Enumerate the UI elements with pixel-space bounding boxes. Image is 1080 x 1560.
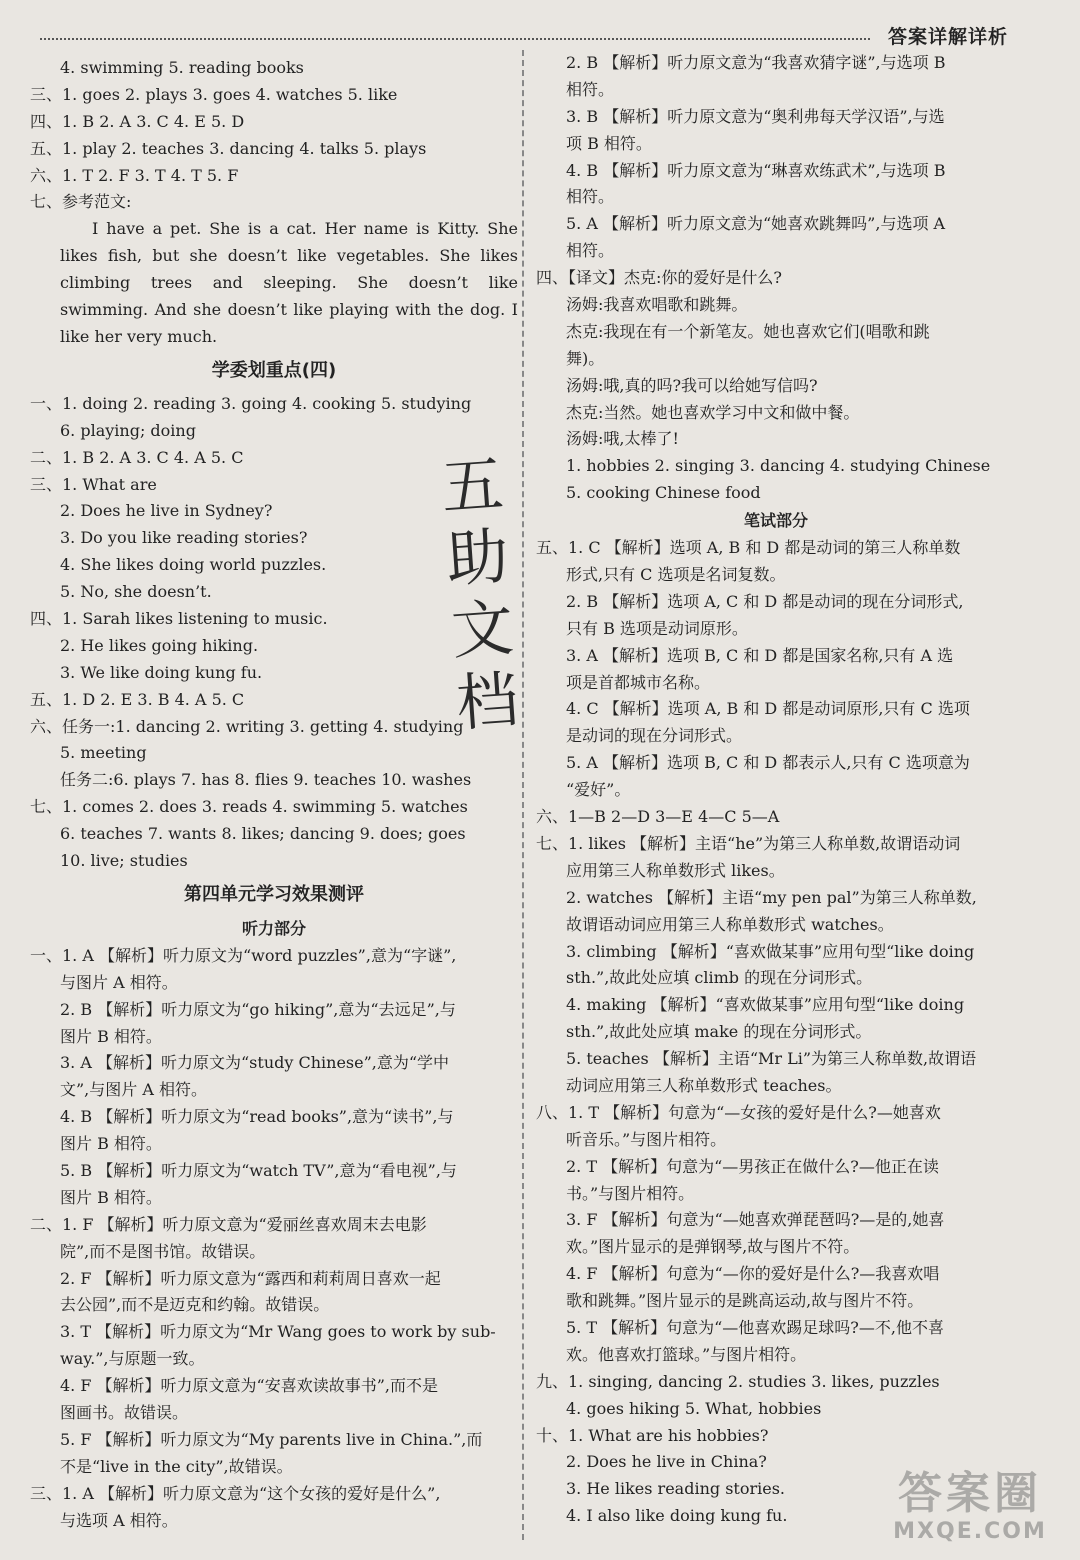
answer-line: 二、1. B 2. A 3. C 4. A 5. C — [30, 447, 244, 467]
answer-line: 图片 B 相符。 — [60, 1187, 162, 1207]
listening-answers-cont — [536, 50, 1016, 507]
model-essay — [30, 216, 518, 351]
header-dotted-rule — [40, 38, 870, 40]
answer-line: 3. T 【解析】听力原文为“Mr Wang goes to work by sub- — [60, 1322, 496, 1342]
answer-line: 一、1. A 【解析】听力原文为“word puzzles”,意为“字谜”, — [30, 945, 457, 965]
watermark-url-text: MXQE.COM — [893, 1519, 1047, 1544]
answer-line: 九、1. singing, dancing 2. studies 3. likes, puzzles — [536, 1371, 940, 1391]
answer-line: 一、1. doing 2. reading 3. going 4. cooking 5. studying — [30, 393, 472, 413]
answer-line: 是动词的现在分词形式。 — [566, 726, 743, 746]
answer-line: 四、【译文】杰克:你的爱好是什么? — [536, 268, 782, 288]
answer-line: 3. Do you like reading stories? — [60, 528, 308, 548]
answer-line: 听音乐。”与图片相符。 — [566, 1129, 727, 1149]
answer-line: 3. climbing 【解析】“喜欢做某事”应用句型“like doing — [566, 941, 975, 961]
column-divider — [522, 50, 524, 1540]
answer-line: 七、1. comes 2. does 3. reads 4. swimming 5. watches — [30, 797, 468, 817]
page-header-title: 答案详解详析 — [887, 26, 1008, 48]
answer-line: 不是“live in the city”,故错误。 — [60, 1456, 293, 1476]
answer-line: 欢。他喜欢打篮球。”与图片相符。 — [566, 1344, 807, 1364]
answer-line: 4. making 【解析】“喜欢做某事”应用句型“like doing — [566, 995, 965, 1015]
answer-line: 4. B 【解析】听力原文为“read books”,意为“读书”,与 — [60, 1107, 454, 1127]
answer-line: 动词应用第三人称单数形式 teaches。 — [566, 1075, 842, 1095]
answer-line: 与图片 A 相符。 — [60, 972, 178, 992]
watermark-logo — [880, 1468, 1060, 1548]
answer-line: 歌和跳舞。”图片显示的是跳高运动,故与图片不符。 — [566, 1291, 924, 1311]
answer-line: 5. meeting — [60, 743, 147, 763]
answer-line: 4. I also like doing kung fu. — [566, 1506, 788, 1526]
answer-line: 4. F 【解析】句意为“—你的爱好是什么?—我喜欢唱 — [566, 1264, 940, 1284]
answer-line: 1. hobbies 2. singing 3. dancing 4. studying Chinese — [566, 456, 991, 476]
answer-line: 图画书。故错误。 — [60, 1403, 189, 1423]
answer-line: 四、1. Sarah likes listening to music. — [30, 609, 328, 628]
answer-line: 3. B 【解析】听力原文意为“奥利弗每天学汉语”,与选 — [566, 106, 945, 126]
answer-line: 五、1. D 2. E 3. B 4. A 5. C — [30, 689, 245, 709]
answer-line: 5. T 【解析】句意为“—他喜欢踢足球吗?—不,他不喜 — [566, 1317, 944, 1337]
handwritten-char: 五 — [438, 447, 506, 525]
left-top-answers — [30, 55, 518, 216]
subtitle-written: 笔试部分 — [743, 511, 808, 531]
answer-line: 2. Does he live in Sydney? — [60, 501, 273, 521]
section-title-unit-test: 第四单元学习效果测评 — [184, 883, 364, 905]
answer-line: 六、1. T 2. F 3. T 4. T 5. F — [30, 165, 239, 185]
answer-line: 五、1. C 【解析】选项 A, B 和 D 都是动词的第三人称单数 — [536, 538, 961, 558]
answer-line: 五、1. play 2. teaches 3. dancing 4. talks 5. plays — [30, 138, 427, 158]
answer-line: 图片 B 相符。 — [60, 1026, 162, 1046]
answer-line: 四、1. B 2. A 3. C 4. E 5. D — [30, 111, 245, 131]
answer-line: 只有 B 选项是动词原形。 — [566, 618, 748, 638]
answer-line: 舞)。 — [566, 348, 605, 368]
answer-line: sth.”,故此处应填 climb 的现在分词形式。 — [566, 968, 873, 988]
answer-line: 2. Does he live in China? — [566, 1452, 767, 1472]
answer-line: 2. T 【解析】句意为“—男孩正在做什么?—他正在读 — [566, 1156, 939, 1176]
answer-line: 5. teaches 【解析】主语“Mr Li”为第三人称单数,故谓语 — [566, 1049, 977, 1069]
answer-line: 2. B 【解析】听力原文意为“我喜欢猜字谜”,与选项 B — [566, 53, 946, 72]
answer-line: 项 B 相符。 — [566, 133, 652, 153]
model-essay-text: I have a pet. She is a cat. Her name is Kitty. She likes fish, but she doesn’t like vegetables. She likes climbing trees and sleeping. She doesn’t like swimming. And she doesn’t like playing with the dog. I like her very much. — [60, 219, 518, 346]
answer-line: 5. A 【解析】听力原文意为“她喜欢跳舞吗”,与选项 A — [566, 214, 946, 234]
answer-line: 5. A 【解析】选项 B, C 和 D 都表示人,只有 C 选项意为 — [566, 753, 970, 773]
answer-line: 八、1. T 【解析】句意为“—女孩的爱好是什么?—她喜欢 — [536, 1102, 941, 1122]
answer-line: 欢。”图片显示的是弹钢琴,故与图片不符。 — [566, 1237, 860, 1257]
answer-line: sth.”,故此处应填 make 的现在分词形式。 — [566, 1022, 872, 1042]
watermark-big-text: 答案圈 — [898, 1468, 1042, 1519]
answer-line: 相符。 — [566, 241, 615, 261]
answer-line: 3. A 【解析】选项 B, C 和 D 都是国家名称,只有 A 选 — [566, 645, 954, 665]
answer-line: 七、参考范文: — [30, 192, 132, 212]
answer-line: 3. A 【解析】听力原文为“study Chinese”,意为“学中 — [60, 1053, 450, 1073]
answer-line: 2. F 【解析】听力原文意为“露西和莉莉周日喜欢一起 — [60, 1268, 441, 1288]
answer-line: 2. watches 【解析】主语“my pen pal”为第三人称单数, — [566, 887, 977, 907]
written-answers — [536, 535, 1016, 1530]
answer-line: 4. swimming 5. reading books — [60, 58, 304, 77]
answer-line: 项是首都城市名称。 — [566, 672, 711, 692]
answer-line: 4. C 【解析】选项 A, B 和 D 都是动词原形,只有 C 选项 — [566, 699, 970, 719]
answer-line: 汤姆:哦,真的吗?我可以给她写信吗? — [566, 375, 818, 395]
answer-line: 5. F 【解析】听力原文为“My parents live in China.”,而 — [60, 1429, 483, 1449]
answer-line: 六、1—B 2—D 3—E 4—C 5—A — [536, 807, 780, 827]
answer-line: 5. cooking Chinese food — [566, 483, 761, 503]
answer-line: 相符。 — [566, 187, 615, 207]
answer-line: 故谓语动词应用第三人称单数形式 watches。 — [566, 914, 894, 934]
answer-line: 十、1. What are his hobbies? — [536, 1425, 769, 1445]
answer-line: 三、1. A 【解析】听力原文意为“这个女孩的爱好是什么”, — [30, 1483, 441, 1503]
answer-line: 书。”与图片相符。 — [566, 1183, 695, 1203]
answer-line: 二、1. F 【解析】听力原文意为“爱丽丝喜欢周末去电影 — [30, 1214, 427, 1234]
handwritten-char: 文 — [448, 590, 516, 668]
answer-line: “爱好”。 — [566, 780, 631, 800]
answer-line: 10. live; studies — [60, 851, 188, 871]
answer-line: 去公园”,而不是迈克和约翰。故错误。 — [60, 1295, 330, 1315]
answer-line: 5. No, she doesn’t. — [60, 582, 212, 602]
answer-line: 汤姆:我喜欢唱歌和跳舞。 — [566, 295, 748, 315]
answer-line: 5. B 【解析】听力原文为“watch TV”,意为“看电视”,与 — [60, 1161, 457, 1181]
answer-line: 院”,而不是图书馆。故错误。 — [60, 1241, 266, 1261]
answer-line: 形式,只有 C 选项是名词复数。 — [566, 565, 786, 585]
answer-line: 与选项 A 相符。 — [60, 1510, 178, 1530]
answer-line: 2. He likes going hiking. — [60, 635, 259, 655]
answer-line: 应用第三人称单数形式 likes。 — [566, 860, 785, 880]
answer-line: 6. teaches 7. wants 8. likes; dancing 9. does; goes — [60, 824, 466, 844]
handwritten-char: 助 — [443, 519, 511, 597]
handwritten-char: 档 — [454, 662, 521, 740]
answer-line: 杰克:我现在有一个新笔友。她也喜欢它们(唱歌和跳 — [566, 321, 930, 341]
answer-line: 三、1. What are — [30, 474, 157, 494]
answer-line: 汤姆:哦,太棒了! — [566, 429, 679, 449]
answer-line: 三、1. goes 2. plays 3. goes 4. watches 5. like — [30, 84, 398, 104]
answer-line: 4. F 【解析】听力原文意为“安喜欢读故事书”,而不是 — [60, 1376, 438, 1396]
answer-line: 七、1. likes 【解析】主语“he”为第三人称单数,故谓语动词 — [536, 833, 961, 853]
answer-line: 4. B 【解析】听力原文意为“琳喜欢练武术”,与选项 B — [566, 160, 946, 180]
answer-line: 6. playing; doing — [60, 420, 196, 440]
answer-line: 2. B 【解析】听力原文为“go hiking”,意为“去远足”,与 — [60, 999, 456, 1019]
answer-line: 2. B 【解析】选项 A, C 和 D 都是动词的现在分词形式, — [566, 591, 964, 611]
answer-line: 相符。 — [566, 79, 615, 99]
answer-line: 文”,与图片 A 相符。 — [60, 1080, 207, 1100]
answer-line: 4. goes hiking 5. What, hobbies — [566, 1398, 822, 1418]
listening-answers — [30, 943, 518, 1535]
answer-line: 3. We like doing kung fu. — [60, 662, 263, 682]
answer-line: way.”,与原题一致。 — [60, 1349, 205, 1369]
left-column — [30, 55, 518, 1535]
right-column — [536, 50, 1016, 1530]
answer-line: 六、任务一:1. dancing 2. writing 3. getting 4. studying — [30, 716, 464, 736]
answer-line: 图片 B 相符。 — [60, 1134, 162, 1154]
answer-line: 3. He likes reading stories. — [566, 1479, 786, 1499]
answer-line: 杰克:当然。她也喜欢学习中文和做中餐。 — [566, 402, 860, 422]
section-title-review: 学委划重点(四) — [211, 359, 337, 381]
answer-line: 4. She likes doing world puzzles. — [60, 555, 327, 575]
answer-line: 3. F 【解析】句意为“—她喜欢弹琵琶吗?—是的,她喜 — [566, 1210, 945, 1230]
subtitle-listening: 听力部分 — [241, 918, 306, 938]
answer-line: 任务二:6. plays 7. has 8. flies 9. teaches 10. washes — [60, 770, 472, 790]
